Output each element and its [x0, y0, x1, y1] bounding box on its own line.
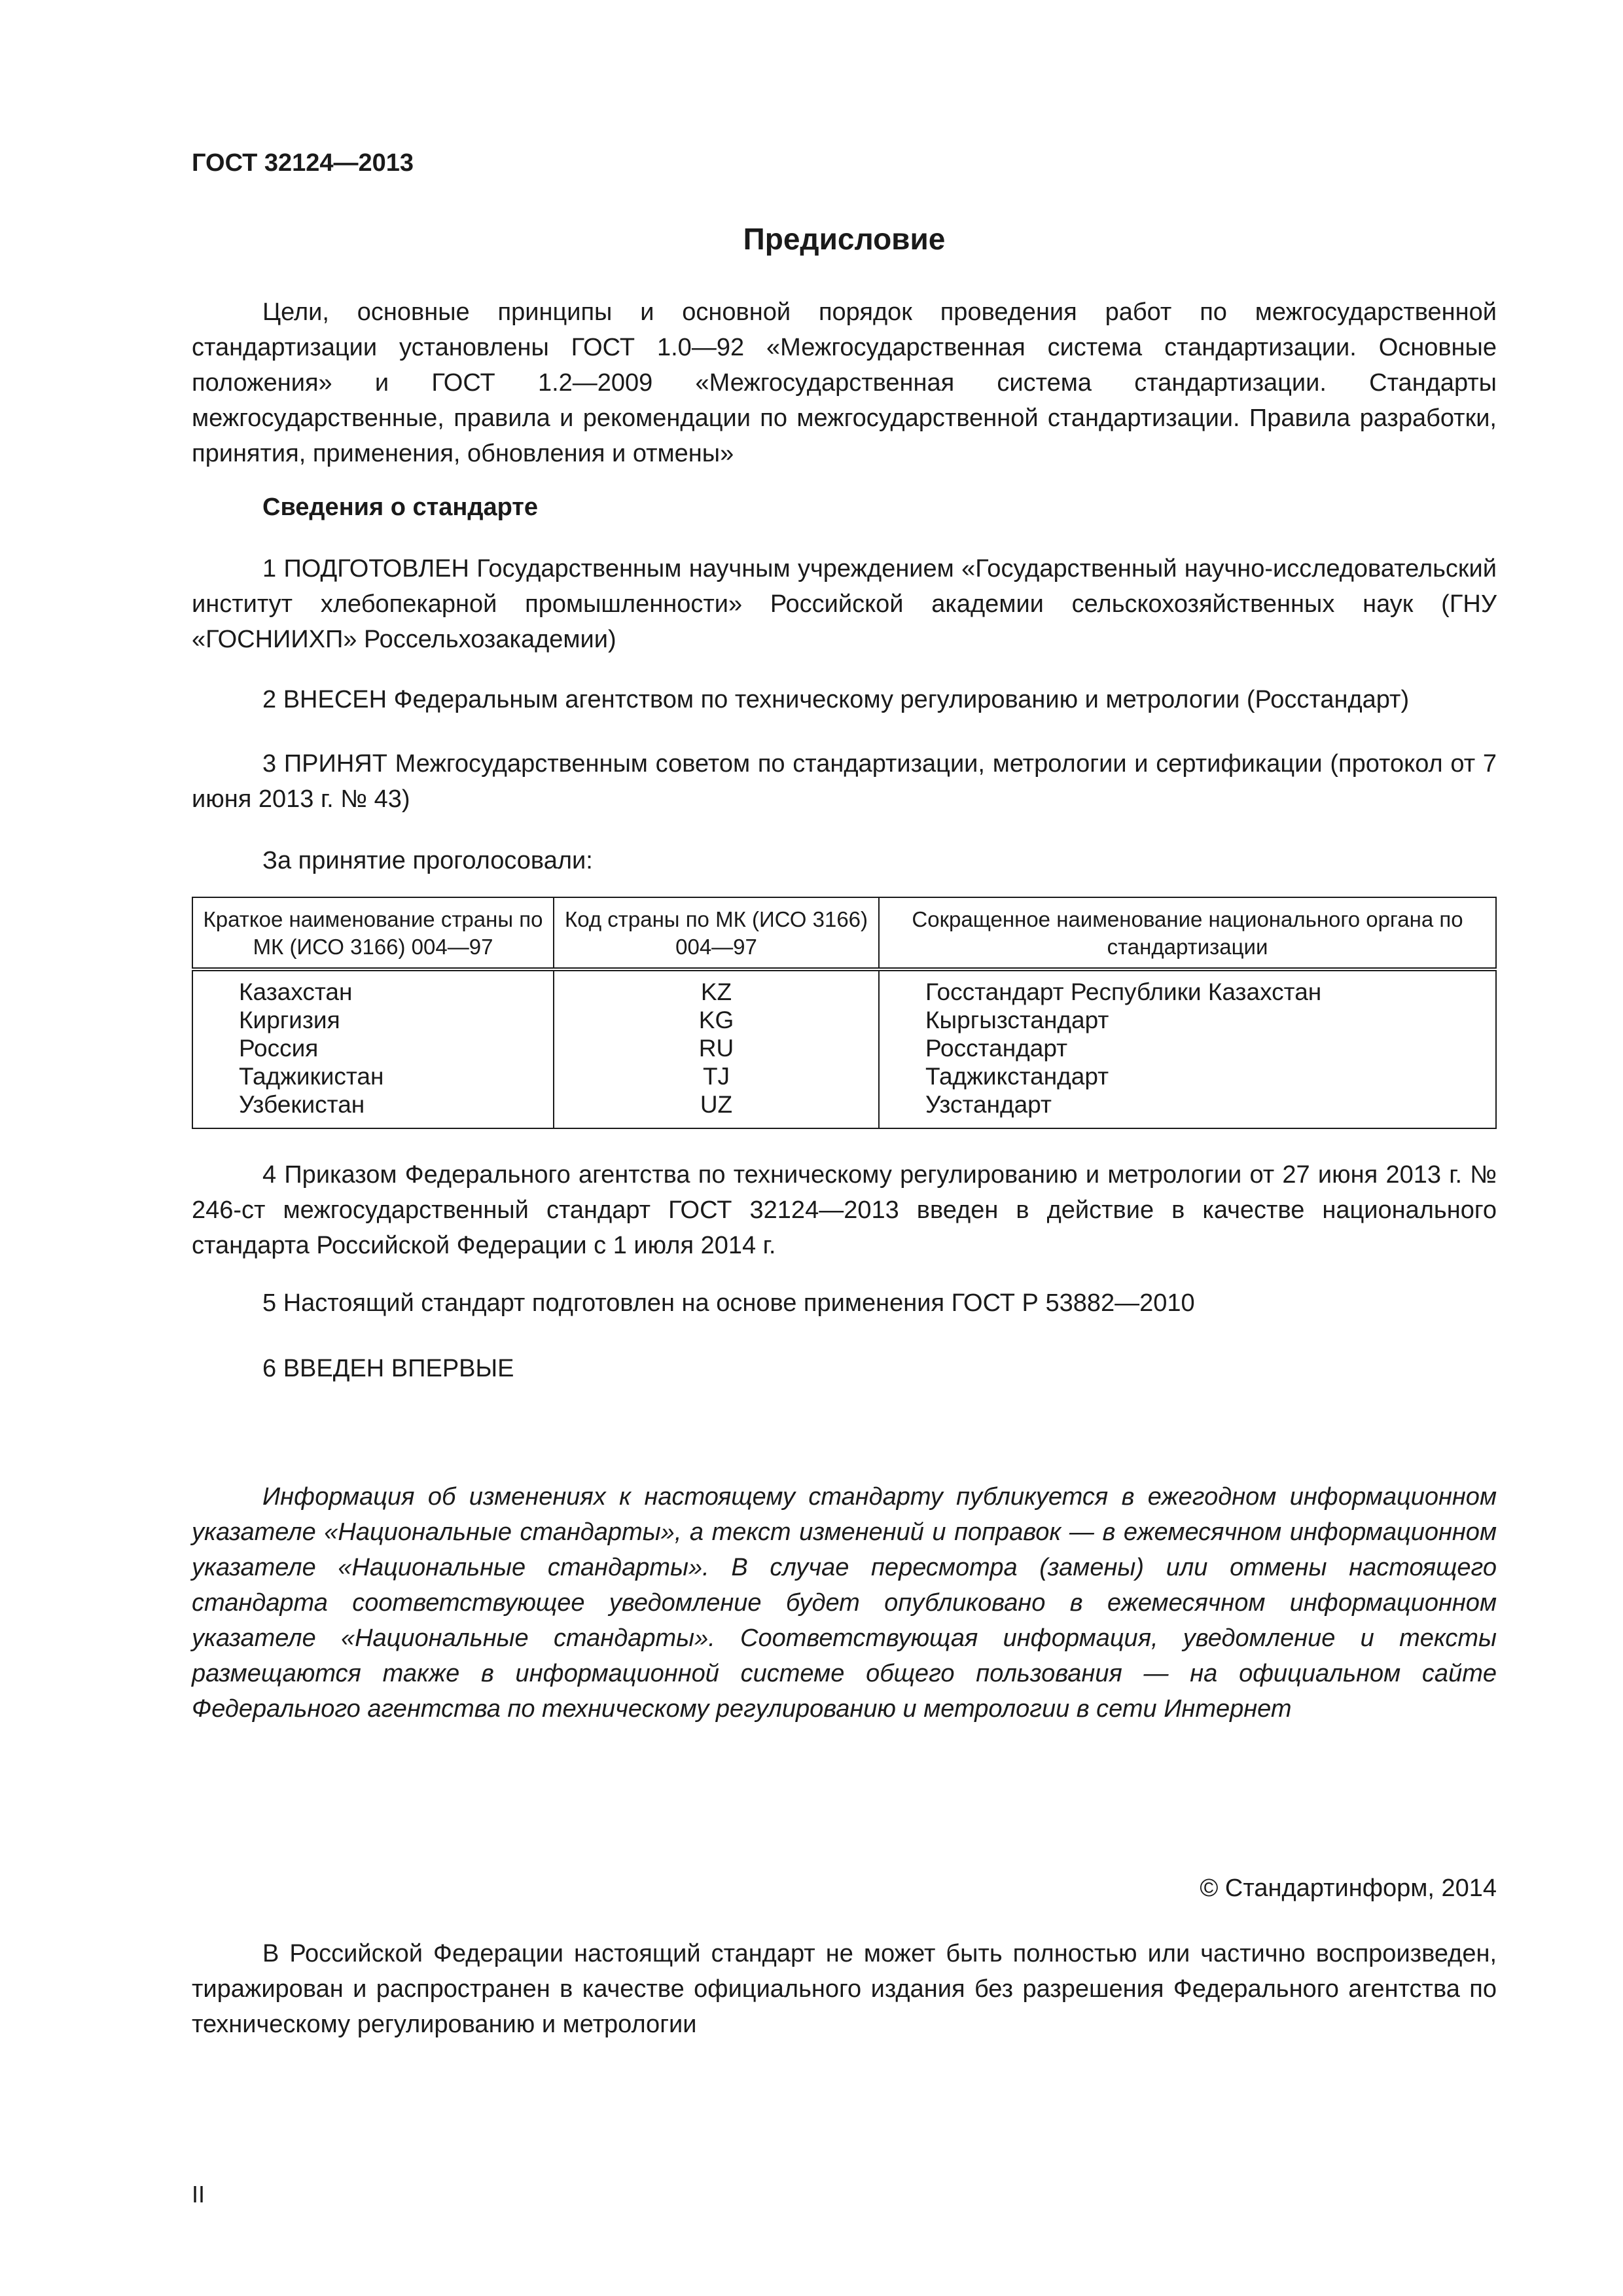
table-row — [192, 1006, 1496, 1034]
page-title: Предисловие — [743, 222, 946, 256]
national-body-cell: Таджикстандарт — [879, 1062, 1496, 1090]
country-name-cell: Россия — [192, 1034, 554, 1062]
country-code-cell: TJ — [554, 1062, 879, 1090]
national-body-cell: Узстандарт — [879, 1090, 1496, 1128]
vote-intro: За принятие проголосовали: — [262, 847, 593, 874]
intro-paragraph: Цели, основные принципы и основной порядок проведения работ по межгосударственной стандартизации установлены ГОСТ 1.0—92 «Межгосударственная система стандартизации. Основные положения» и ГОСТ 1.2—2009 «Межгосударственная система стандартизации. Стандарты межгосударственные, правила и рекомендации по межгосударственной стандартизации. Правила разработки, принятия, применения, обновления и отмены» — [192, 298, 1497, 467]
country-name-cell: Таджикистан — [192, 1062, 554, 1090]
table-header-row — [192, 897, 1496, 969]
item-4: 4 Приказом Федерального агентства по техническому регулированию и метрологии от 27 июня 2013 г. № 246-ст межгосударственный стандарт ГОСТ 32124—2013 введен в действие в качестве национального стандарта Российской Федерации с 1 июля 2014 г. — [192, 1161, 1497, 1259]
header-country-name: Краткое наименование страны по МК (ИСО 3166) 004—97 — [192, 897, 554, 969]
legal-notice: В Российской Федерации настоящий стандарт не может быть полностью или частично воспроизведен, тиражирован и распространен в качестве официального издания без разрешения Федерального агентства по техническому регулированию и метрологии — [192, 1940, 1497, 2038]
national-body-cell: Росстандарт — [879, 1034, 1496, 1062]
item-2: 2 ВНЕСЕН Федеральным агентством по техническому регулированию и метрологии (Росстандарт) — [262, 686, 1410, 713]
document-code: ГОСТ 32124—2013 — [192, 149, 414, 177]
country-name-cell: Узбекистан — [192, 1090, 554, 1128]
table-row — [192, 1090, 1496, 1128]
item-5: 5 Настоящий стандарт подготовлен на основе применения ГОСТ Р 53882—2010 — [262, 1289, 1195, 1317]
votes-table — [192, 897, 1497, 1129]
header-country-code: Код страны по МК (ИСО 3166) 004—97 — [554, 897, 879, 969]
copyright: © Стандартинформ, 2014 — [1200, 1874, 1497, 1902]
country-name-cell: Киргизия — [192, 1006, 554, 1034]
page-number: II — [192, 2181, 205, 2208]
section-title: Сведения о стандарте — [262, 493, 539, 521]
table-row — [192, 969, 1496, 1006]
country-code-cell: KG — [554, 1006, 879, 1034]
country-name-cell: Казахстан — [192, 969, 554, 1006]
item-6: 6 ВВЕДЕН ВПЕРВЫЕ — [262, 1355, 514, 1382]
national-body-cell: Госстандарт Республики Казахстан — [879, 969, 1496, 1006]
country-code-cell: RU — [554, 1034, 879, 1062]
info-note: Информация об изменениях к настоящему стандарту публикуется в ежегодном информационном указателе «Национальные стандарты», а текст изменений и поправок — в ежемесячном информационном указателе «Национальные стандарты». В случае пересмотра (замены) или отмены настоящего стандарта соответствующее уведомление будет опубликовано в ежемесячном информационном указателе «Национальные стандарты». Соответствующая информация, уведомление и тексты размещаются также в информационной системе общего пользования — на официальном сайте Федерального агентства по техническому регулированию и метрологии в сети Интернет — [192, 1483, 1497, 1723]
table-row — [192, 1062, 1496, 1090]
item-1: 1 ПОДГОТОВЛЕН Государственным научным учреждением «Государственный научно-исследовательский институт хлебопекарной промышленности» Российской академии сельскохозяйственных наук (ГНУ «ГОСНИИХП» Россельхозакадемии) — [192, 555, 1497, 653]
country-code-cell: UZ — [554, 1090, 879, 1128]
header-national-body: Сокращенное наименование национального органа по стандартизации — [879, 897, 1496, 969]
national-body-cell: Кыргызстандарт — [879, 1006, 1496, 1034]
country-code-cell: KZ — [554, 969, 879, 1006]
item-3: 3 ПРИНЯТ Межгосударственным советом по стандартизации, метрологии и сертификации (протокол от 7 июня 2013 г. № 43) — [192, 750, 1497, 813]
table-row — [192, 1034, 1496, 1062]
